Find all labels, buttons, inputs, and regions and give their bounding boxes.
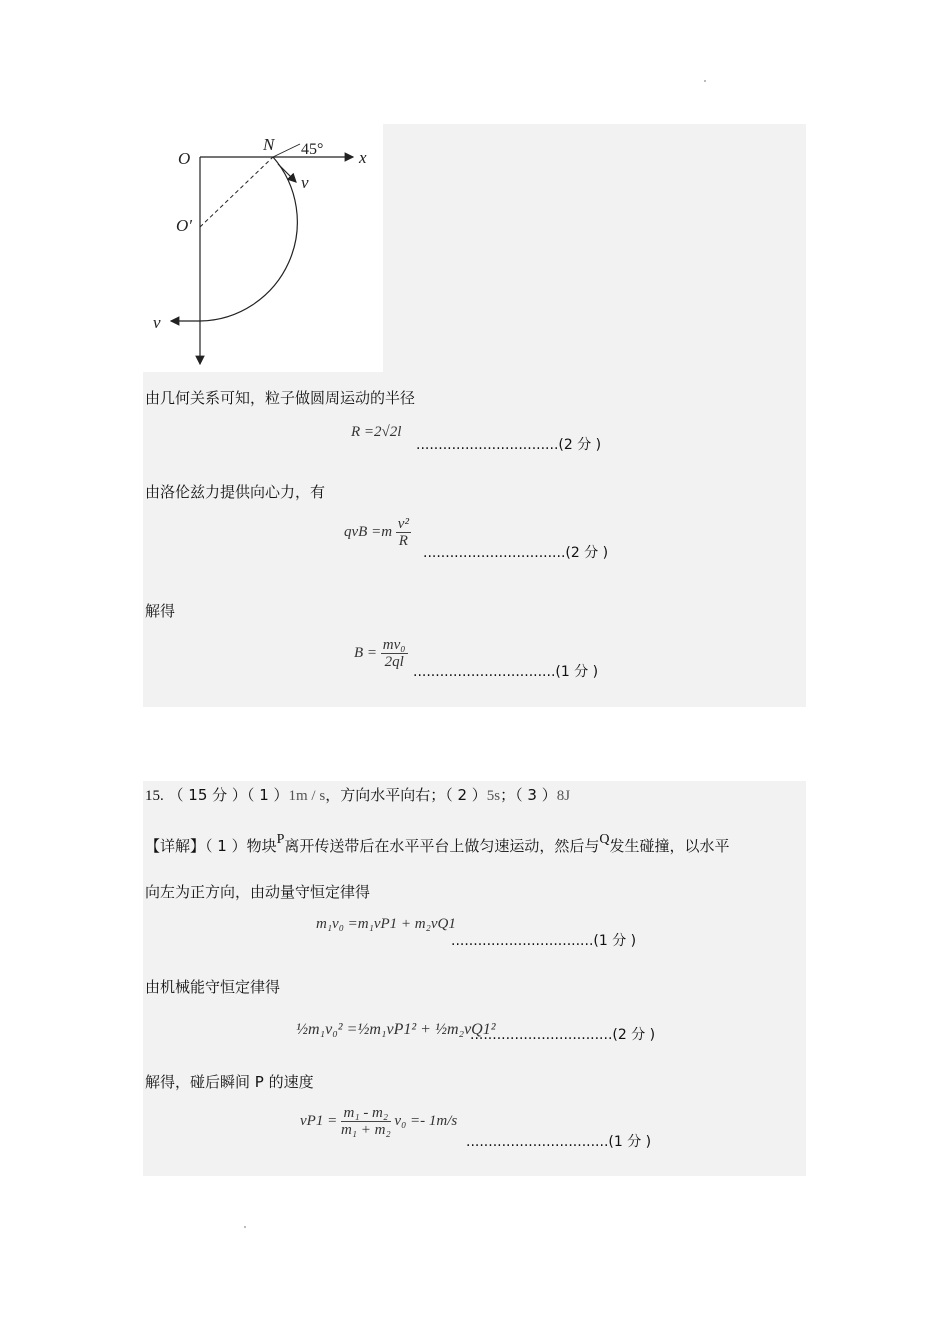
q15-line-energy: 由机械能守恒定律得	[145, 978, 281, 996]
label-n: N	[263, 135, 275, 154]
q14-eq-radius-score: ................................(2 分 )	[416, 437, 602, 453]
q14-eq-force-lhs: qvB =m	[344, 523, 393, 540]
q15-eq-energy-score: ................................(2 分 )	[470, 1027, 656, 1043]
q14-eq-b-score: ................................(1 分 )	[413, 664, 599, 680]
velocity-arrow-n	[278, 164, 296, 182]
label-v-left: v	[153, 313, 161, 332]
q15-answer-3: 8J	[556, 788, 571, 804]
q14-line-geometry: 由几何关系可知，粒子做圆周运动的半径	[145, 389, 416, 407]
q15-detail-b: 离开传送带后在水平平台上做匀速运动，然后与	[284, 837, 600, 855]
q15-number: 15.	[145, 788, 164, 804]
q15-detail-c: 发生碰撞，以水平	[609, 837, 730, 855]
q15-detail-a: 【详解】（ 1 ）物块	[145, 837, 277, 855]
q15-eq-velocity-den: m₁ + m₂	[340, 1122, 391, 1138]
q14-eq-b-den: 2ql	[384, 654, 404, 670]
q15-answer-1: 1m / s	[288, 788, 326, 804]
q15-eq-velocity	[300, 1105, 457, 1138]
page-mark-bottom	[244, 1226, 246, 1228]
label-o: O	[178, 149, 191, 168]
q15-score: （ 15 分 ）（ 1 ）	[168, 786, 289, 804]
q15-symbol-q: Q	[599, 832, 610, 847]
label-x: x	[359, 148, 367, 167]
q14-eq-force-num: v²	[397, 516, 409, 532]
q15-eq-velocity-lhs: vP1 =	[300, 1112, 338, 1129]
page-mark-top	[704, 80, 706, 82]
q15-eq-velocity-rhs: v₀ =- 1m/s	[394, 1112, 458, 1129]
q15-eq-velocity-score: ................................(1 分 )	[466, 1134, 652, 1150]
q15-eq-momentum: m₁v₀ =m₁vP1 + m₂vQ1	[316, 916, 456, 932]
q15-answer-2: 5s	[486, 788, 501, 804]
label-o-prime: O′	[176, 216, 192, 235]
q14-eq-radius: R =2√2l	[351, 424, 402, 440]
q14-line-lorentz: 由洛伦兹力提供向心力，有	[145, 483, 326, 501]
q15-eq-energy: ½m₁v₀² =½m₁vP1² + ½m₂vQ1²	[296, 1021, 496, 1038]
q15-answer-1-direction: ，方向水平向右；（ 2 ）	[325, 786, 487, 804]
q14-eq-force	[344, 516, 411, 549]
q15-line-result: 解得，碰后瞬间 P 的速度	[145, 1073, 314, 1091]
q14-eq-force-den: R	[398, 533, 408, 549]
label-v-right: v	[301, 173, 309, 192]
circular-trajectory	[200, 157, 297, 321]
q14-eq-b-lhs: B =	[354, 644, 378, 661]
q15-eq-momentum-score: ................................(1 分 )	[451, 933, 637, 949]
angle-reference-line	[273, 144, 300, 157]
q15-answer-separator: ；（ 3 ）	[500, 786, 557, 804]
q15-eq-velocity-num: m₁ - m₂	[341, 1105, 391, 1122]
label-angle: 45°	[301, 141, 324, 158]
q14-eq-b-num: mv₀	[382, 637, 406, 653]
radius-dashed-line	[200, 157, 273, 227]
q14-line-solve: 解得	[145, 602, 176, 620]
q15-detail-line1	[145, 832, 730, 856]
q15-symbol-p: P	[276, 832, 285, 847]
trajectory-diagram	[143, 124, 383, 372]
q15-detail-line2: 向左为正方向，由动量守恒定律得	[145, 883, 371, 901]
figure-area	[143, 124, 383, 372]
q14-eq-force-score: ................................(2 分 )	[423, 545, 609, 561]
q15-header	[145, 784, 570, 805]
q14-eq-b	[354, 637, 408, 670]
